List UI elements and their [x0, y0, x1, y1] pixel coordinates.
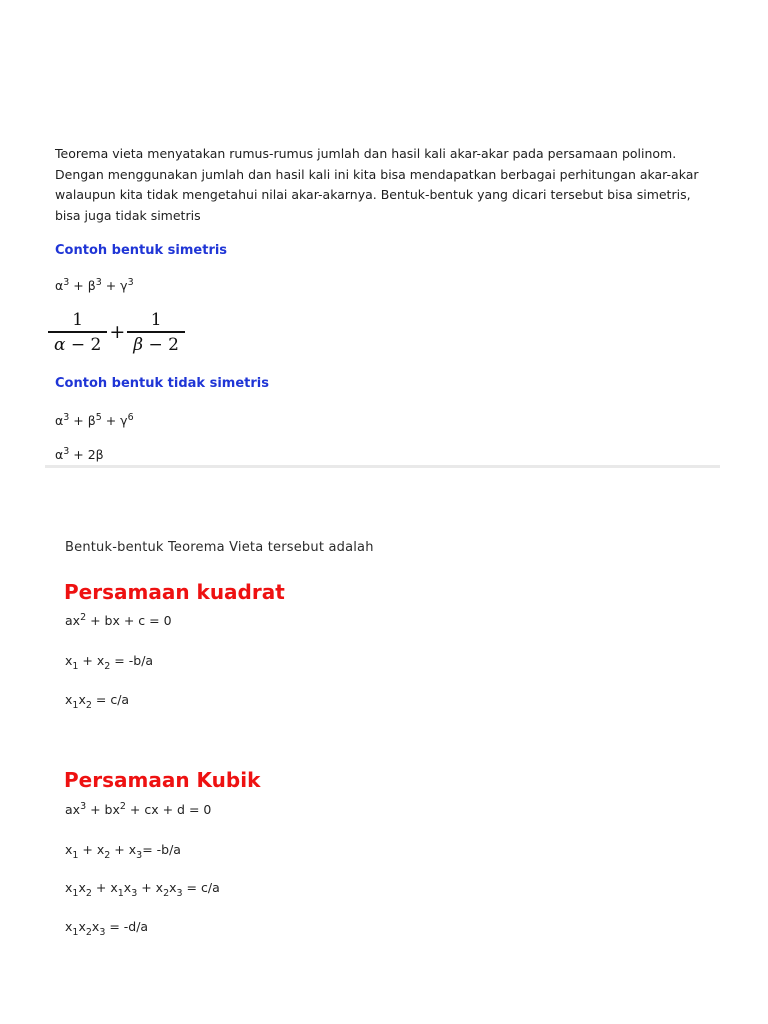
asymmetric-heading: Contoh bentuk tidak simetris — [55, 376, 269, 391]
formula-part: + x — [78, 653, 105, 668]
asymmetric-expression-1 — [55, 413, 134, 428]
formula-part: x — [65, 842, 73, 857]
fraction-denominator — [48, 333, 107, 356]
formula-part: x — [65, 919, 73, 934]
expr-exponent: 3 — [63, 446, 70, 457]
expr-exponent: 5 — [95, 412, 102, 423]
expr-exponent: 3 — [63, 412, 70, 423]
formula-part: x — [78, 880, 86, 895]
formula-part: x — [78, 919, 86, 934]
expr-exponent: 3 — [127, 277, 134, 288]
denominator-variable: β — [133, 334, 144, 355]
formula-part: + x — [137, 880, 164, 895]
formula-subscript: 2 — [104, 661, 111, 672]
plus-operator: + — [109, 320, 126, 343]
formula-part: x — [78, 692, 86, 707]
formula-part: = -b/a — [110, 653, 154, 668]
cubic-heading: Persamaan Kubik — [64, 768, 261, 792]
formula-subscript: 1 — [72, 661, 79, 672]
symmetric-fraction-expression — [48, 310, 185, 356]
cubic-sum-formula — [65, 842, 181, 861]
quadratic-heading: Persamaan kuadrat — [64, 580, 285, 604]
vieta-lead-text: Bentuk-bentuk Teorema Vieta tersebut adalah — [65, 540, 374, 555]
formula-part: = c/a — [91, 692, 130, 707]
formula-exponent: 2 — [80, 612, 87, 623]
formula-subscript: 2 — [85, 888, 92, 899]
expr-term: α — [55, 413, 64, 428]
expr-exponent: 3 — [63, 277, 70, 288]
fraction-numerator: 1 — [150, 310, 162, 330]
formula-part: x — [123, 880, 132, 895]
formula-subscript: 1 — [72, 850, 79, 861]
expr-operator: + — [101, 413, 121, 428]
formula-subscript: 1 — [117, 888, 124, 899]
formula-exponent: 2 — [119, 801, 126, 812]
formula-part: + bx + c = 0 — [86, 613, 172, 628]
fraction-1 — [48, 310, 107, 356]
formula-part: = -d/a — [105, 919, 149, 934]
formula-subscript: 3 — [131, 888, 138, 899]
intro-paragraph: Teorema vieta menyatakan rumus-rumus jumlah dan hasil kali akar-akar pada persamaan polinom. Dengan menggunakan jumlah dan hasil kali ini kita bisa mendapatkan berbagai perhitungan akar-akar walaupun kita tidak mengetahui nilai akar-akarnya. Bentuk-bentuk yang dicari tersebut bisa simetris, bisa juga tidak simetris — [55, 146, 699, 223]
formula-part: ax — [65, 613, 81, 628]
expr-exponent: 3 — [95, 277, 102, 288]
expr-operator: + — [69, 413, 88, 428]
expr-rest: + 2β — [69, 447, 104, 462]
expr-term: α — [55, 278, 64, 293]
expr-operator: + — [69, 278, 88, 293]
denominator-variable: α — [54, 334, 66, 355]
symmetric-heading: Contoh bentuk simetris — [55, 243, 228, 258]
top-section — [55, 144, 720, 226]
formula-subscript: 2 — [163, 888, 170, 899]
expr-exponent: 6 — [127, 412, 134, 423]
formula-part: = -b/a — [142, 842, 181, 857]
quadratic-equation — [65, 613, 172, 628]
cubic-pairs-formula — [65, 880, 220, 899]
formula-part: x — [65, 692, 73, 707]
quadratic-sum-formula — [65, 653, 154, 672]
cubic-product-formula — [65, 919, 149, 938]
formula-part: + x — [110, 842, 137, 857]
expr-term: β — [87, 278, 96, 293]
expr-term: γ — [120, 278, 128, 293]
asymmetric-expression-2 — [55, 447, 104, 462]
formula-part: + cx + d = 0 — [125, 802, 212, 817]
formula-subscript: 3 — [136, 850, 143, 861]
formula-subscript: 2 — [104, 850, 111, 861]
formula-subscript: 3 — [99, 927, 106, 938]
denominator-rest: − 2 — [143, 334, 179, 355]
fraction-numerator: 1 — [72, 310, 84, 330]
formula-part: x — [169, 880, 177, 895]
symmetric-expression-1 — [55, 278, 134, 293]
fraction-denominator — [127, 333, 185, 356]
denominator-rest: − 2 — [65, 334, 102, 355]
formula-part: x — [91, 919, 100, 934]
formula-part: + x — [78, 842, 105, 857]
section-divider — [45, 465, 720, 468]
quadratic-product-formula — [65, 692, 130, 711]
formula-part: x — [65, 653, 73, 668]
formula-exponent: 3 — [80, 801, 87, 812]
cubic-equation — [65, 802, 211, 817]
expr-operator: + — [101, 278, 121, 293]
expr-term: α — [55, 447, 64, 462]
expr-term: β — [87, 413, 96, 428]
formula-part: ax — [65, 802, 81, 817]
formula-subscript: 1 — [72, 927, 79, 938]
fraction-2 — [127, 310, 185, 356]
formula-part: x — [65, 880, 73, 895]
formula-part: = c/a — [182, 880, 220, 895]
formula-subscript: 2 — [85, 700, 92, 711]
formula-subscript: 1 — [72, 888, 79, 899]
formula-part: + x — [91, 880, 118, 895]
expr-term: γ — [120, 413, 128, 428]
formula-subscript: 3 — [176, 888, 183, 899]
formula-subscript: 1 — [72, 700, 79, 711]
formula-part: + bx — [86, 802, 120, 817]
formula-subscript: 2 — [85, 927, 92, 938]
